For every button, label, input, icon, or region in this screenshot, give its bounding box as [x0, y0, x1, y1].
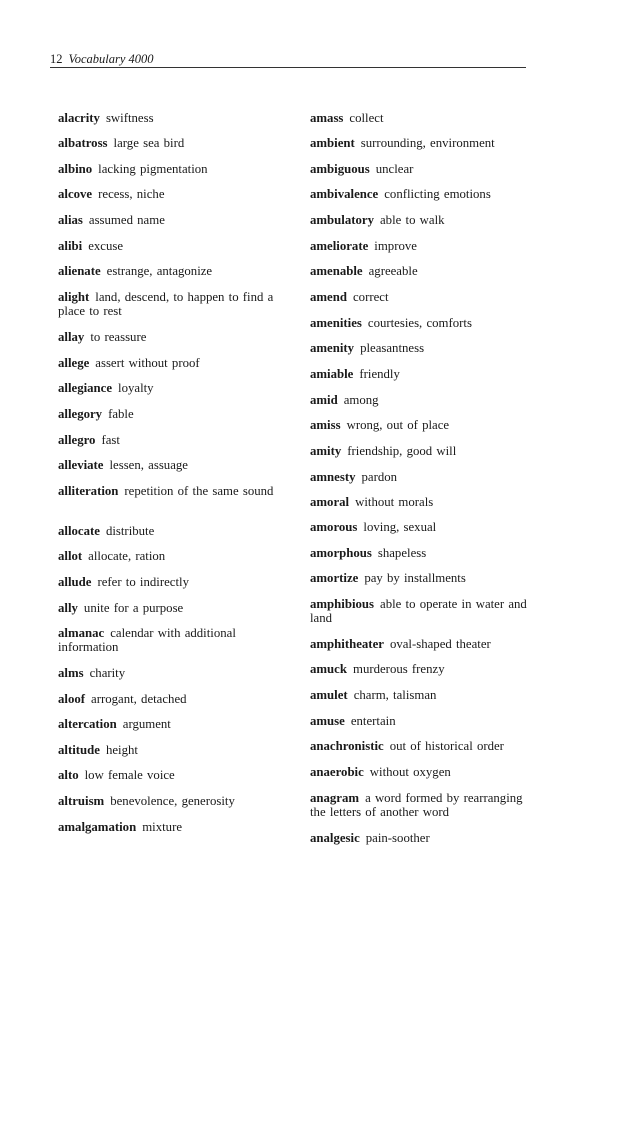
entry-definition: refer to indirectly: [97, 575, 189, 589]
entry-definition: lacking pigmentation: [98, 162, 208, 176]
dictionary-entry: [310, 547, 538, 561]
entry-word: alight: [58, 290, 90, 304]
dictionary-entry: [310, 471, 538, 485]
entry-word: amoral: [310, 495, 350, 509]
entry-definition: assumed name: [88, 213, 165, 227]
entry-definition: friendly: [359, 367, 400, 381]
entry-definition: improve: [374, 239, 417, 253]
entry-definition: swiftness: [105, 111, 154, 125]
dictionary-entry: [310, 496, 538, 510]
entry-word: alleviate: [58, 458, 104, 472]
entry-definition: loving, sexual: [363, 520, 437, 534]
entry-word: amuck: [310, 662, 347, 676]
entry-word: ambulatory: [310, 213, 374, 227]
entry-definition: a word formed by rearranging the letters of another word: [310, 791, 523, 819]
dictionary-entry: [58, 769, 278, 783]
entry-definition: wrong, out of place: [346, 418, 450, 432]
entry-definition: shapeless: [377, 546, 427, 560]
entry-definition: lessen, assuage: [109, 458, 188, 472]
entry-word: amphitheater: [310, 637, 384, 651]
entry-word: ambiguous: [310, 162, 370, 176]
dictionary-entry: [58, 602, 278, 616]
dictionary-entry: [58, 627, 278, 654]
dictionary-entry: [58, 265, 278, 279]
dictionary-entry: [58, 137, 278, 151]
dictionary-entry: [310, 368, 538, 382]
entry-definition: courtesies, comforts: [367, 316, 472, 330]
dictionary-entry: [310, 832, 538, 846]
entry-definition: unite for a purpose: [83, 601, 184, 615]
entry-definition: land, descend, to happen to find a place to rest: [58, 290, 274, 318]
entry-word: amorous: [310, 520, 358, 534]
entry-definition: charm, talisman: [353, 688, 437, 702]
entry-definition: fable: [108, 407, 134, 421]
page-number: 12: [50, 52, 63, 66]
entry-word: amiss: [310, 418, 341, 432]
entry-word: amass: [310, 111, 344, 125]
page-header: [50, 52, 526, 68]
entry-word: albino: [58, 162, 93, 176]
dictionary-entry: [310, 766, 538, 780]
entry-word: alacrity: [58, 111, 100, 125]
dictionary-entry: [58, 550, 278, 564]
entry-word: allot: [58, 549, 83, 563]
dictionary-entry: [58, 744, 278, 758]
dictionary-entry: [58, 795, 278, 809]
entry-word: amortize: [310, 571, 359, 585]
dictionary-entry: [58, 240, 278, 254]
entry-definition: repetition of the same sound: [124, 484, 274, 498]
entry-definition: agreeable: [368, 264, 418, 278]
dictionary-entry: [310, 663, 538, 677]
book-title: Vocabulary 4000: [68, 52, 154, 66]
entry-word: amenable: [310, 264, 363, 278]
entry-word: alliteration: [58, 484, 119, 498]
entry-word: amend: [310, 290, 347, 304]
entry-definition: allocate, ration: [88, 549, 166, 563]
entry-word: ally: [58, 601, 78, 615]
dictionary-entry: [310, 342, 538, 356]
dictionary-entry: [310, 317, 538, 331]
entry-word: allocate: [58, 524, 100, 538]
entry-definition: unclear: [375, 162, 414, 176]
entry-definition: pardon: [361, 470, 398, 484]
entry-word: alias: [58, 213, 83, 227]
dictionary-entry: [58, 163, 278, 177]
dictionary-entry: [310, 715, 538, 729]
entry-word: anagram: [310, 791, 360, 805]
entry-word: anaerobic: [310, 765, 364, 779]
dictionary-entry: [58, 214, 278, 228]
entry-word: amphibious: [310, 597, 375, 611]
entry-word: amnesty: [310, 470, 356, 484]
entry-word: allude: [58, 575, 92, 589]
entry-word: alibi: [58, 239, 83, 253]
entry-word: allege: [58, 356, 90, 370]
entry-word: ameliorate: [310, 239, 369, 253]
entry-word: allegiance: [58, 381, 113, 395]
entry-word: ambivalence: [310, 187, 379, 201]
entry-word: albatross: [58, 136, 108, 150]
dictionary-entry: [310, 572, 538, 586]
entry-definition: correct: [352, 290, 389, 304]
entry-word: anachronistic: [310, 739, 384, 753]
entry-word: altercation: [58, 717, 117, 731]
dictionary-entry: [310, 163, 538, 177]
dictionary-entry: [58, 821, 278, 835]
dictionary-entry: [58, 434, 278, 448]
entry-word: almanac: [58, 626, 105, 640]
dictionary-entry: [310, 214, 538, 228]
dictionary-entry: [310, 598, 538, 625]
entry-definition: distribute: [105, 524, 155, 538]
entry-definition: to reassure: [90, 330, 147, 344]
dictionary-entry: [58, 408, 278, 422]
entry-word: alto: [58, 768, 79, 782]
dictionary-entry: [58, 576, 278, 590]
entry-word: amenity: [310, 341, 355, 355]
entry-word: aloof: [58, 692, 86, 706]
entry-word: alms: [58, 666, 84, 680]
dictionary-entry: [310, 419, 538, 433]
dictionary-entry: [58, 459, 278, 473]
dictionary-entry: [310, 792, 538, 819]
entry-word: amulet: [310, 688, 348, 702]
dictionary-entry: [58, 112, 278, 126]
dictionary-entry: [310, 689, 538, 703]
dictionary-entry: [58, 291, 278, 318]
dictionary-entry: [58, 718, 278, 732]
dictionary-entry: [310, 445, 538, 459]
dictionary-entry: [310, 112, 538, 126]
entry-word: alienate: [58, 264, 101, 278]
dictionary-entry: [310, 521, 538, 535]
entry-definition: conflicting emotions: [384, 187, 491, 201]
entry-definition: recess, niche: [98, 187, 165, 201]
entry-definition: pleasantness: [360, 341, 425, 355]
entry-definition: low female voice: [84, 768, 175, 782]
entry-definition: pain-soother: [365, 831, 430, 845]
entry-definition: large sea bird: [113, 136, 185, 150]
entry-word: amorphous: [310, 546, 372, 560]
entry-definition: among: [343, 393, 379, 407]
entry-definition: mixture: [142, 820, 183, 834]
dictionary-entry: [310, 291, 538, 305]
entry-definition: collect: [349, 111, 384, 125]
entry-definition: murderous frenzy: [352, 662, 445, 676]
entry-definition: loyalty: [118, 381, 154, 395]
entry-word: amenities: [310, 316, 362, 330]
entry-word: allegory: [58, 407, 103, 421]
entry-definition: entertain: [350, 714, 396, 728]
entry-word: allegro: [58, 433, 96, 447]
entry-word: amid: [310, 393, 338, 407]
dictionary-entry: [58, 485, 278, 499]
dictionary-entry: [310, 394, 538, 408]
dictionary-entry: [58, 188, 278, 202]
entry-word: altitude: [58, 743, 100, 757]
entry-definition: out of historical order: [389, 739, 504, 753]
dictionary-entry: [58, 693, 278, 707]
dictionary-entry: [58, 525, 278, 539]
entry-definition: arrogant, detached: [91, 692, 187, 706]
entry-definition: without morals: [355, 495, 434, 509]
entry-definition: estrange, antagonize: [106, 264, 213, 278]
entry-definition: fast: [101, 433, 120, 447]
dictionary-entry: [310, 188, 538, 202]
dictionary-entry: [58, 667, 278, 681]
entry-word: amalgamation: [58, 820, 137, 834]
dictionary-entry: [310, 740, 538, 754]
entry-definition: assert without proof: [95, 356, 200, 370]
entry-word: ambient: [310, 136, 355, 150]
entry-definition: benevolence, generosity: [110, 794, 235, 808]
entry-word: altruism: [58, 794, 105, 808]
entry-word: amity: [310, 444, 342, 458]
entry-definition: calendar with additional information: [58, 626, 236, 654]
entry-definition: pay by installments: [364, 571, 466, 585]
entry-definition: able to operate in water and land: [310, 597, 527, 625]
entry-definition: excuse: [88, 239, 124, 253]
dictionary-entry: [58, 331, 278, 345]
dictionary-entry: [58, 357, 278, 371]
entry-word: allay: [58, 330, 85, 344]
entry-definition: surrounding, environment: [360, 136, 495, 150]
dictionary-entry: [58, 382, 278, 396]
entry-word: analgesic: [310, 831, 360, 845]
dictionary-entry: [310, 265, 538, 279]
entry-definition: charity: [89, 666, 126, 680]
entry-word: alcove: [58, 187, 93, 201]
entry-word: amuse: [310, 714, 345, 728]
entry-definition: able to walk: [380, 213, 445, 227]
entry-word: amiable: [310, 367, 354, 381]
entry-definition: height: [105, 743, 138, 757]
entry-definition: argument: [122, 717, 171, 731]
dictionary-entry: [310, 638, 538, 652]
dictionary-entry: [310, 240, 538, 254]
entry-definition: friendship, good will: [347, 444, 457, 458]
entry-definition: oval-shaped theater: [389, 637, 491, 651]
entry-definition: without oxygen: [369, 765, 451, 779]
dictionary-entry: [310, 137, 538, 151]
